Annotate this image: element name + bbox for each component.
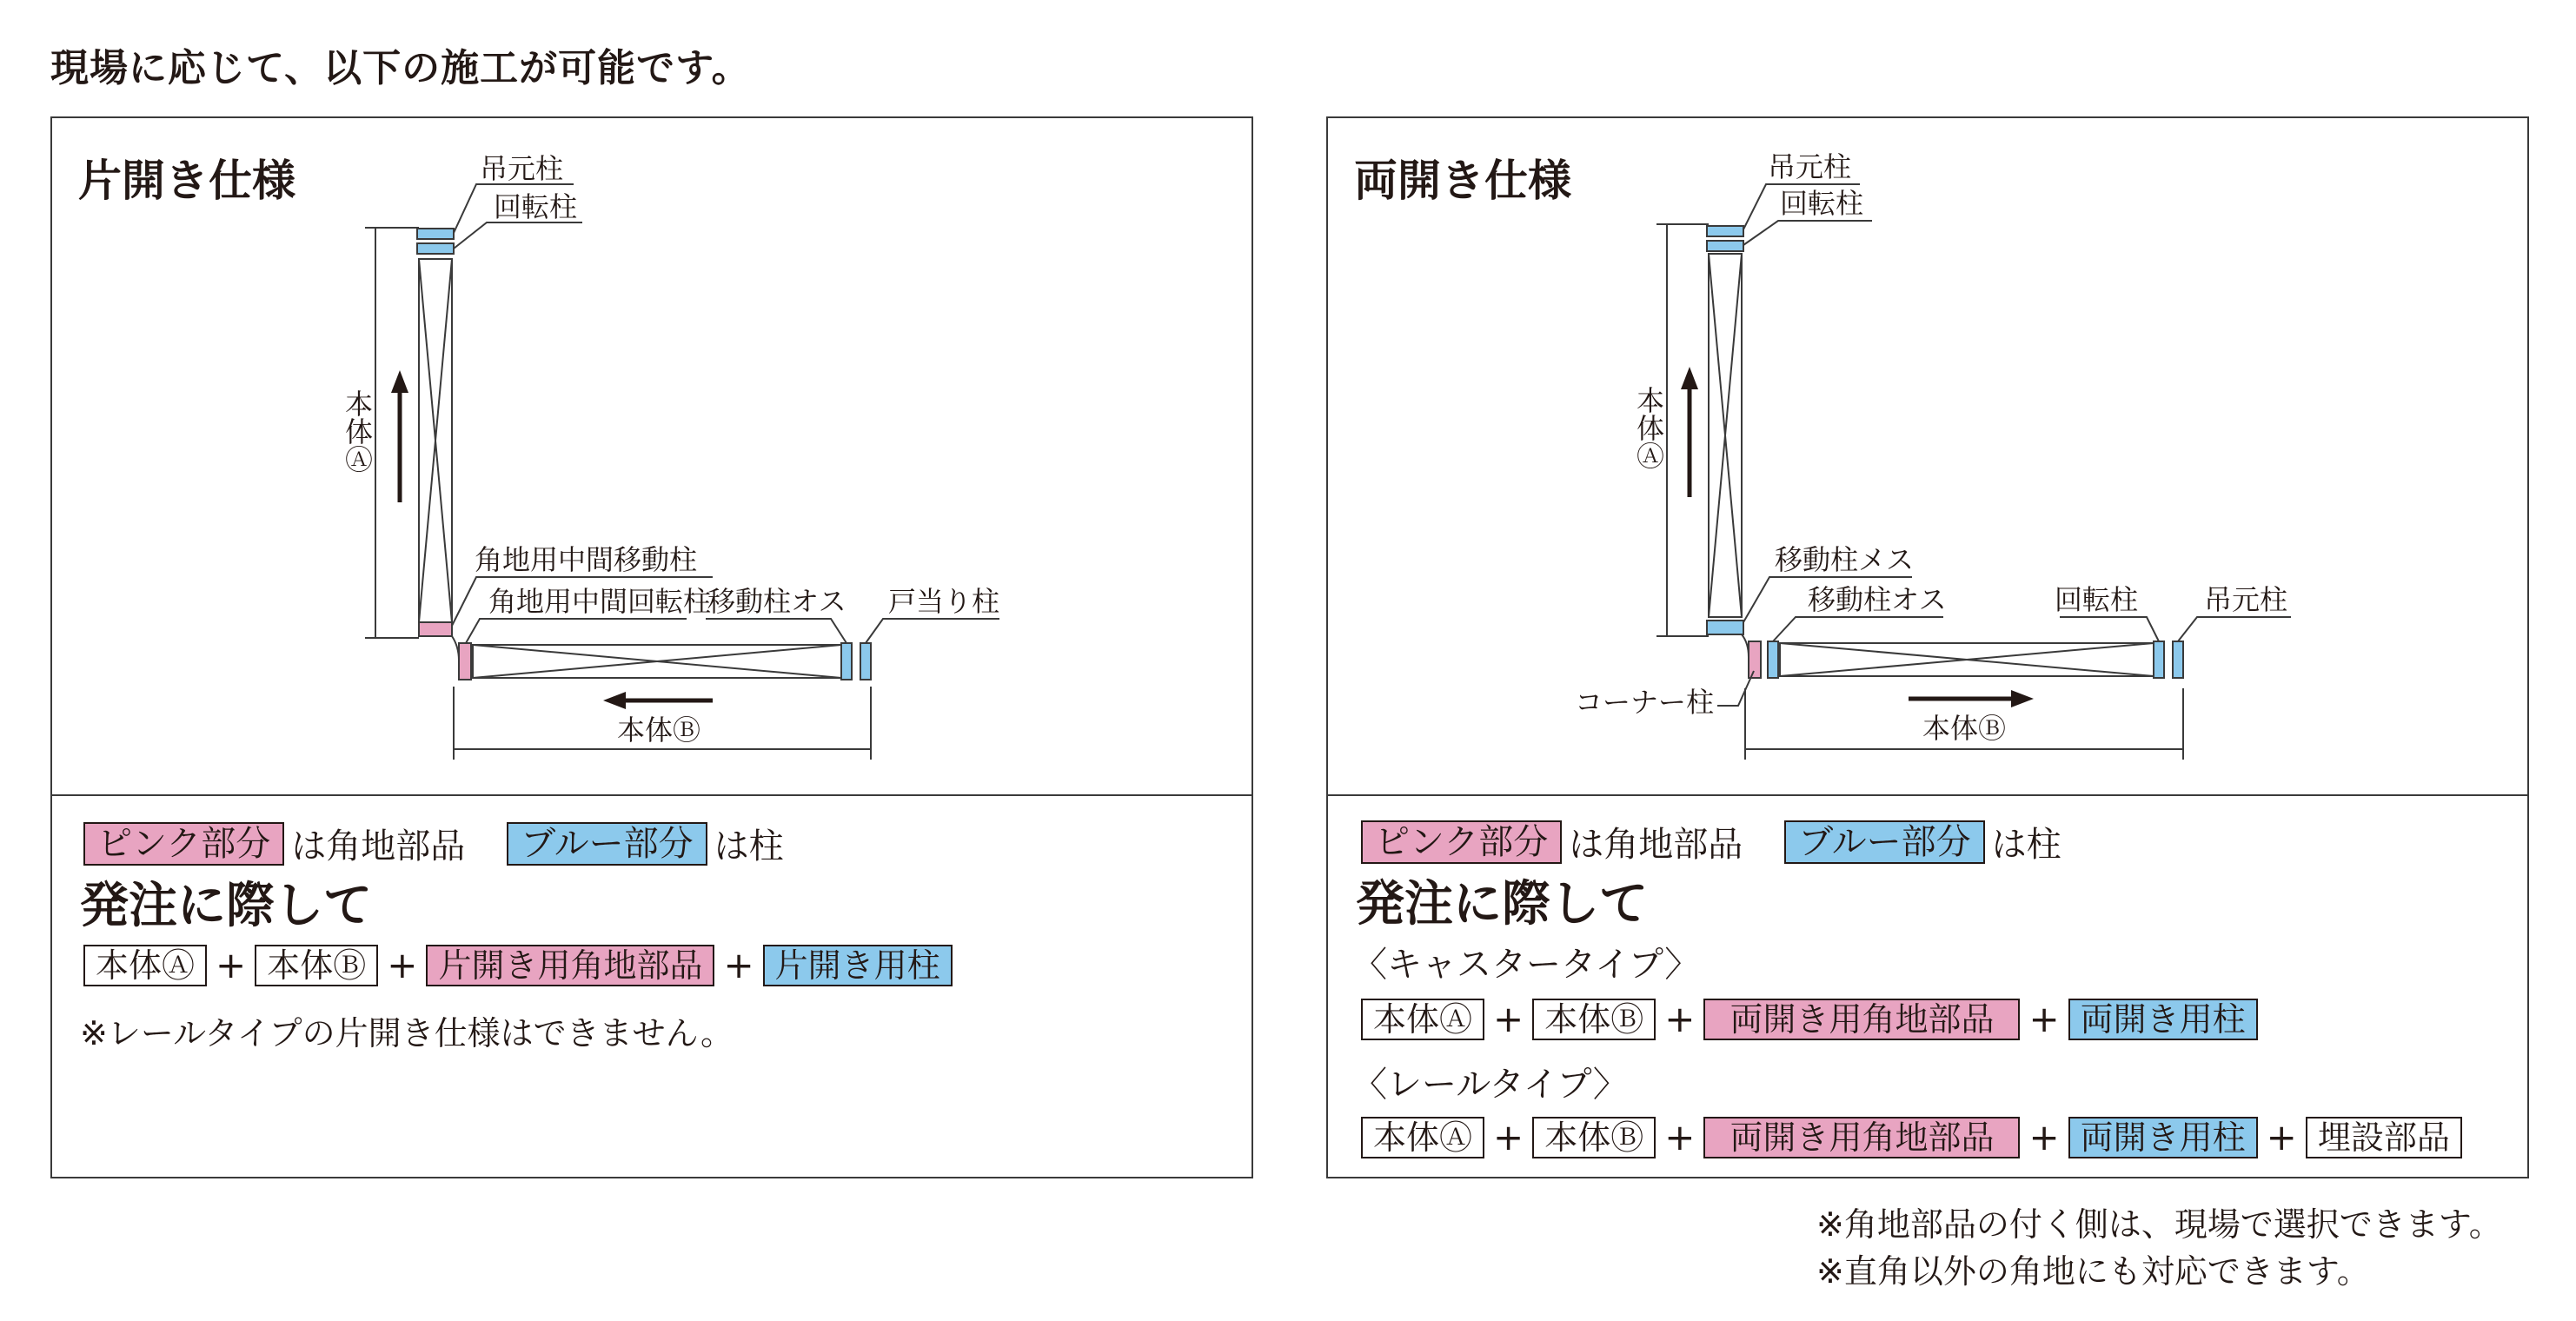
formula-item: 片開き用角地部品 xyxy=(426,945,714,986)
legend-pink-desc: は角地部品 xyxy=(291,826,466,866)
plus-sign: + xyxy=(2028,998,2060,1040)
note: ※レールタイプの片開き仕様はできません。 xyxy=(80,1014,734,1052)
formula-item: 本体Ⓐ xyxy=(83,945,207,986)
plus-sign: + xyxy=(2028,1116,2060,1158)
label-body-a: 本体Ⓐ xyxy=(1632,386,1665,469)
plus-sign: + xyxy=(723,944,754,986)
legend-blue-tag: ブルー部分 xyxy=(507,822,707,866)
arrow-b-right xyxy=(1909,690,2034,707)
label-corner-post: コーナー柱 xyxy=(1575,686,1715,719)
formula-item: 本体Ⓑ xyxy=(1532,999,1656,1040)
plus-sign: + xyxy=(1664,1116,1696,1158)
formula-item: 本体Ⓑ xyxy=(255,945,378,986)
order-title: 発注に際して xyxy=(1356,876,1648,933)
corner-post xyxy=(1749,641,1761,678)
formula-item: 埋設部品 xyxy=(2306,1117,2462,1158)
caster-formula xyxy=(1361,998,2258,1040)
legend-pink-tag: ピンク部分 xyxy=(1361,820,1562,864)
label-body-b: 本体Ⓑ xyxy=(1922,712,2007,745)
legend-blue-desc: は柱 xyxy=(714,826,784,866)
tsurimoto-post xyxy=(1707,226,1743,236)
panel-title: 両開き仕様 xyxy=(1354,156,1571,206)
move-female-post xyxy=(1707,621,1743,634)
label-tsurimoto-2: 吊元柱 xyxy=(2204,583,2288,616)
label-kaiten: 回転柱 xyxy=(494,190,578,223)
legend-pink-desc: は角地部品 xyxy=(1569,825,1743,865)
footnote: ※直角以外の角地にも対応できます。 xyxy=(1816,1252,2370,1291)
tsurimoto-post-2 xyxy=(2173,641,2183,678)
formula-item: 片開き用柱 xyxy=(763,945,953,986)
plus-sign: + xyxy=(387,944,418,986)
label-tsurimoto: 吊元柱 xyxy=(480,152,564,185)
kaiten-post xyxy=(1707,241,1743,251)
page-heading: 現場に応じて、以下の施工が可能です。 xyxy=(50,46,751,90)
legend-blue-desc: は柱 xyxy=(1991,825,2061,865)
label-corner-rotate: 角地用中間回転柱 xyxy=(488,585,712,618)
kaiten-post-2 xyxy=(2154,641,2164,678)
label-move-female: 移動柱メス xyxy=(1775,543,1915,576)
formula-item: 本体Ⓐ xyxy=(1361,999,1484,1040)
order-title: 発注に際して xyxy=(80,878,372,934)
label-body-a: 本体Ⓐ xyxy=(341,389,374,473)
move-male-post xyxy=(1768,641,1778,678)
plus-sign: + xyxy=(1493,1116,1524,1158)
footnote: ※角地部品の付く側は、現場で選択できます。 xyxy=(1816,1205,2502,1244)
formula-item: 両開き用柱 xyxy=(2068,1117,2258,1158)
label-kaiten-2: 回転柱 xyxy=(2055,583,2139,616)
formula-item: 両開き用柱 xyxy=(2068,999,2258,1040)
label-corner-move: 角地用中間移動柱 xyxy=(475,543,698,576)
caster-type-title: 〈キャスタータイプ〉 xyxy=(1352,945,1700,985)
label-move-male: 移動柱オス xyxy=(1808,583,1947,616)
rail-type-title: 〈レールタイプ〉 xyxy=(1352,1065,1628,1105)
plus-sign: + xyxy=(1493,998,1524,1040)
label-kaiten: 回転柱 xyxy=(1780,187,1864,220)
legend-pink-tag: ピンク部分 xyxy=(83,822,284,866)
double-open-drawing xyxy=(1656,184,2291,760)
formula-item: 本体Ⓑ xyxy=(1532,1117,1656,1158)
formula-item: 両開き用角地部品 xyxy=(1703,999,2020,1040)
panel-title: 片開き仕様 xyxy=(78,156,295,206)
label-body-b: 本体Ⓑ xyxy=(617,714,701,747)
plus-sign: + xyxy=(216,944,247,986)
plus-sign: + xyxy=(2266,1116,2297,1158)
arrow-a-right xyxy=(1681,367,1698,497)
formula-item: 両開き用角地部品 xyxy=(1703,1117,2020,1158)
rail-formula xyxy=(1361,1116,2462,1158)
legend xyxy=(1361,817,2061,866)
label-move-male: 移動柱オス xyxy=(707,585,846,618)
label-tsurimoto: 吊元柱 xyxy=(1768,150,1852,183)
formula-item: 本体Ⓐ xyxy=(1361,1117,1484,1158)
plus-sign: + xyxy=(1664,998,1696,1040)
label-door-stop: 戸当り柱 xyxy=(888,585,1000,618)
legend-blue-tag: ブルー部分 xyxy=(1784,820,1984,864)
